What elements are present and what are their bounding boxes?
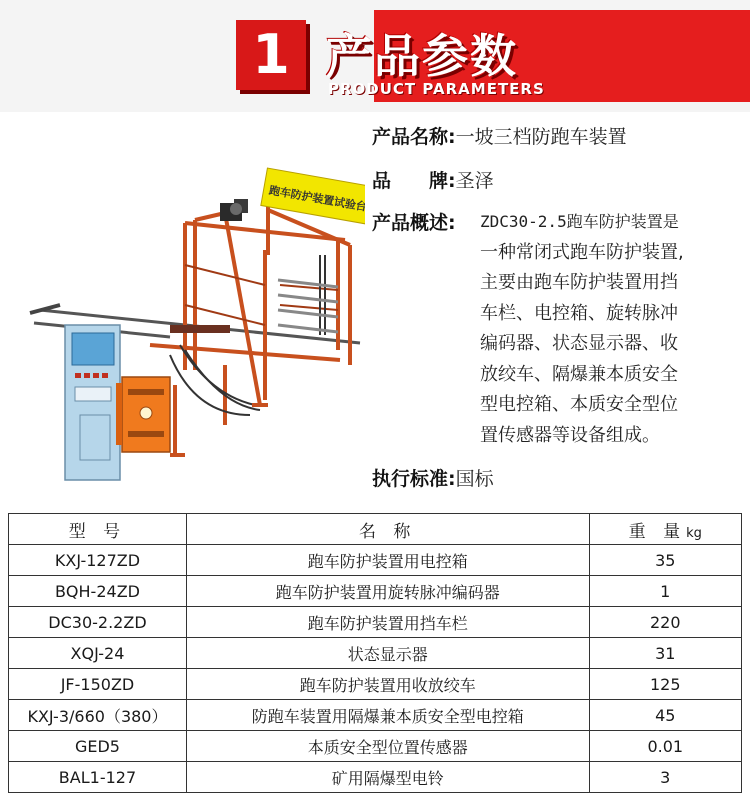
header-weight-unit: kg [686,525,702,541]
cell-name: 防跑车装置用隔爆兼本质安全型电控箱 [186,700,589,731]
cell-model: BAL1-127 [9,762,187,793]
brand-label: 品 牌: [372,170,456,192]
cell-weight: 0.01 [589,731,741,762]
overview-line: 型电控箱、本质安全型位 [480,394,678,415]
cell-weight: 35 [589,545,741,576]
section-title: 产品参数 [326,29,518,83]
cell-weight: 125 [589,669,741,700]
section-subtitle: PRODUCT PARAMETERS [328,80,545,98]
name-label: 产品名称: [372,126,456,148]
overview-line: 放绞车、隔爆兼本质安全 [480,363,678,385]
header-name: 名 称 [186,514,589,545]
overview-line: ZDC30-2.5跑车防护装置是 [480,212,679,231]
overview-line: 一种常闭式跑车防护装置, [480,241,684,263]
header-weight [589,514,741,545]
cell-name: 状态显示器 [186,638,589,669]
section-number: 1 [252,23,290,86]
product-photo [20,165,365,495]
table-row [9,700,742,731]
header-banner [0,0,750,112]
cell-name: 矿用隔爆型电铃 [186,762,589,793]
standard-label: 执行标准: [372,468,456,490]
table-row [9,669,742,700]
section-number-box [236,20,306,90]
cell-model: BQH-24ZD [9,576,187,607]
cell-model: GED5 [9,731,187,762]
info-brand-row [372,166,494,196]
sign-text: 跑车防护装置试验台 [267,183,365,214]
table-row [9,545,742,576]
cell-name: 跑车防护装置用电控箱 [186,545,589,576]
cell-weight: 45 [589,700,741,731]
spec-table [8,513,742,793]
overview-line: 编码器、状态显示器、收 [480,333,678,354]
info-overview-row [372,208,456,238]
cell-model: KXJ-3/660（380） [9,700,187,731]
name-value: 一坡三档防跑车装置 [455,126,627,148]
table-row [9,638,742,669]
cell-name: 本质安全型位置传感器 [186,731,589,762]
cell-model: DC30-2.2ZD [9,607,187,638]
overview-line: 主要由跑车防护装置用挡 [480,272,678,293]
table-row [9,762,742,793]
cell-weight: 1 [589,576,741,607]
cell-weight: 3 [589,762,741,793]
table-row [9,731,742,762]
table-row [9,576,742,607]
info-name-row [372,122,627,152]
brand-value: 圣泽 [455,170,494,192]
cell-model: KXJ-127ZD [9,545,187,576]
cell-name: 跑车防护装置用挡车栏 [186,607,589,638]
overview-label: 产品概述: [372,212,456,234]
cell-weight: 31 [589,638,741,669]
header-model: 型 号 [9,514,187,545]
table-header-row [9,514,742,545]
standard-value: 国标 [455,468,494,490]
cell-weight: 220 [589,607,741,638]
cell-name: 跑车防护装置用旋转脉冲编码器 [186,576,589,607]
header-weight-label: 重 量 [628,521,687,542]
cell-model: XQJ-24 [9,638,187,669]
overview-line: 置传感器等设备组成。 [480,424,660,446]
cell-name: 跑车防护装置用收放绞车 [186,669,589,700]
cell-model: JF-150ZD [9,669,187,700]
overview-text [480,207,736,451]
overview-line: 车栏、电控箱、旋转脉冲 [480,302,678,324]
table-row [9,607,742,638]
info-standard-row [372,464,494,494]
